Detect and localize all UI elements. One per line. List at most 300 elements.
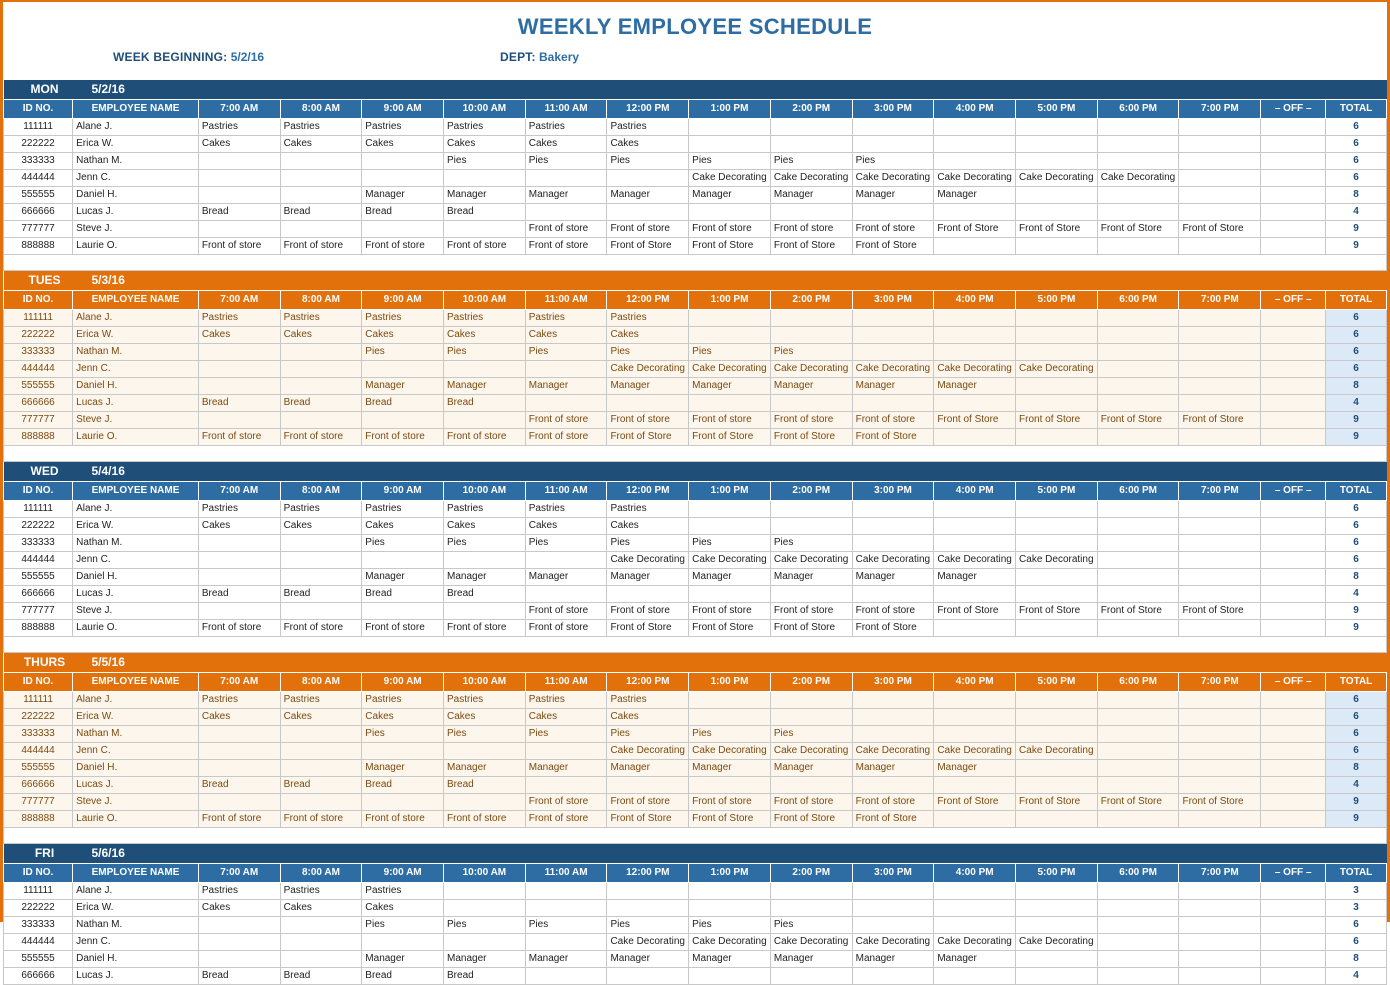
shift-cell[interactable] xyxy=(607,968,689,985)
shift-cell[interactable]: Front of store xyxy=(362,429,444,446)
shift-cell[interactable] xyxy=(770,692,852,709)
employee-name-cell[interactable]: Erica W. xyxy=(73,709,199,726)
shift-cell[interactable] xyxy=(934,586,1016,603)
employee-id-cell[interactable]: 111111 xyxy=(4,692,73,709)
employee-name-cell[interactable]: Daniel H. xyxy=(73,378,199,395)
shift-cell[interactable]: Manager xyxy=(444,569,526,586)
employee-id-cell[interactable]: 777777 xyxy=(4,794,73,811)
shift-cell[interactable]: Front of store xyxy=(280,238,362,255)
shift-cell[interactable] xyxy=(1179,586,1261,603)
shift-cell[interactable] xyxy=(1097,395,1179,412)
shift-cell[interactable] xyxy=(198,934,280,951)
shift-cell[interactable]: Front of store xyxy=(607,603,689,620)
shift-cell[interactable]: Bread xyxy=(198,204,280,221)
shift-cell[interactable] xyxy=(1179,518,1261,535)
shift-cell[interactable] xyxy=(1097,934,1179,951)
shift-cell[interactable]: Bread xyxy=(198,586,280,603)
shift-cell[interactable] xyxy=(770,968,852,985)
employee-name-cell[interactable]: Alane J. xyxy=(73,119,199,136)
employee-name-cell[interactable]: Nathan M. xyxy=(73,726,199,743)
week-beginning-value[interactable]: 5/2/16 xyxy=(230,50,265,64)
off-cell[interactable] xyxy=(1261,310,1326,327)
shift-cell[interactable]: Manager xyxy=(689,951,771,968)
shift-cell[interactable] xyxy=(280,726,362,743)
shift-cell[interactable] xyxy=(607,586,689,603)
shift-cell[interactable]: Front of Store xyxy=(1016,603,1098,620)
shift-cell[interactable] xyxy=(444,900,526,917)
shift-cell[interactable] xyxy=(1179,709,1261,726)
shift-cell[interactable] xyxy=(280,552,362,569)
shift-cell[interactable]: Pastries xyxy=(198,501,280,518)
shift-cell[interactable] xyxy=(1097,136,1179,153)
shift-cell[interactable] xyxy=(362,221,444,238)
employee-name-cell[interactable]: Daniel H. xyxy=(73,951,199,968)
employee-name-cell[interactable]: Alane J. xyxy=(73,883,199,900)
off-cell[interactable] xyxy=(1261,221,1326,238)
shift-cell[interactable]: Cake Decorating xyxy=(1016,170,1098,187)
shift-cell[interactable]: Pastries xyxy=(444,501,526,518)
shift-cell[interactable]: Manager xyxy=(607,187,689,204)
shift-cell[interactable] xyxy=(770,883,852,900)
shift-cell[interactable] xyxy=(1097,811,1179,828)
shift-cell[interactable]: Cake Decorating xyxy=(770,552,852,569)
shift-cell[interactable] xyxy=(525,586,607,603)
shift-cell[interactable] xyxy=(198,344,280,361)
employee-name-cell[interactable]: Steve J. xyxy=(73,412,199,429)
shift-cell[interactable] xyxy=(689,518,771,535)
shift-cell[interactable] xyxy=(1016,811,1098,828)
shift-cell[interactable] xyxy=(444,883,526,900)
employee-name-cell[interactable]: Jenn C. xyxy=(73,361,199,378)
shift-cell[interactable]: Pies xyxy=(525,153,607,170)
shift-cell[interactable]: Manager xyxy=(525,760,607,777)
shift-cell[interactable]: Pastries xyxy=(198,692,280,709)
shift-cell[interactable] xyxy=(689,310,771,327)
shift-cell[interactable]: Front of Store xyxy=(1097,221,1179,238)
shift-cell[interactable] xyxy=(444,361,526,378)
shift-cell[interactable]: Manager xyxy=(852,569,934,586)
shift-cell[interactable]: Pastries xyxy=(607,119,689,136)
employee-id-cell[interactable]: 777777 xyxy=(4,412,73,429)
shift-cell[interactable] xyxy=(689,501,771,518)
shift-cell[interactable]: Front of store xyxy=(525,238,607,255)
employee-name-cell[interactable]: Laurie O. xyxy=(73,429,199,446)
shift-cell[interactable]: Front of Store xyxy=(852,620,934,637)
shift-cell[interactable]: Pastries xyxy=(444,119,526,136)
off-cell[interactable] xyxy=(1261,535,1326,552)
shift-cell[interactable] xyxy=(198,361,280,378)
shift-cell[interactable]: Manager xyxy=(525,951,607,968)
off-cell[interactable] xyxy=(1261,361,1326,378)
shift-cell[interactable] xyxy=(1179,951,1261,968)
shift-cell[interactable] xyxy=(934,501,1016,518)
shift-cell[interactable]: Front of store xyxy=(444,811,526,828)
shift-cell[interactable]: Pies xyxy=(770,344,852,361)
shift-cell[interactable] xyxy=(1016,395,1098,412)
shift-cell[interactable]: Front of store xyxy=(444,620,526,637)
shift-cell[interactable]: Manager xyxy=(607,378,689,395)
shift-cell[interactable] xyxy=(1016,344,1098,361)
shift-cell[interactable]: Front of Store xyxy=(1179,412,1261,429)
shift-cell[interactable]: Manager xyxy=(525,187,607,204)
shift-cell[interactable] xyxy=(934,726,1016,743)
off-cell[interactable] xyxy=(1261,777,1326,794)
shift-cell[interactable]: Cakes xyxy=(280,327,362,344)
employee-name-cell[interactable]: Nathan M. xyxy=(73,535,199,552)
shift-cell[interactable]: Front of Store xyxy=(852,238,934,255)
employee-name-cell[interactable]: Nathan M. xyxy=(73,153,199,170)
shift-cell[interactable] xyxy=(525,361,607,378)
shift-cell[interactable] xyxy=(1016,136,1098,153)
shift-cell[interactable] xyxy=(280,412,362,429)
employee-id-cell[interactable]: 333333 xyxy=(4,344,73,361)
department-value[interactable]: Bakery xyxy=(539,50,580,64)
employee-name-cell[interactable]: Erica W. xyxy=(73,327,199,344)
shift-cell[interactable]: Bread xyxy=(444,204,526,221)
employee-id-cell[interactable]: 666666 xyxy=(4,586,73,603)
shift-cell[interactable] xyxy=(689,900,771,917)
shift-cell[interactable] xyxy=(280,603,362,620)
shift-cell[interactable]: Front of Store xyxy=(934,603,1016,620)
shift-cell[interactable]: Front of Store xyxy=(689,620,771,637)
shift-cell[interactable] xyxy=(934,883,1016,900)
employee-id-cell[interactable]: 111111 xyxy=(4,119,73,136)
shift-cell[interactable]: Front of store xyxy=(852,603,934,620)
shift-cell[interactable] xyxy=(280,794,362,811)
shift-cell[interactable]: Bread xyxy=(280,204,362,221)
shift-cell[interactable] xyxy=(607,900,689,917)
shift-cell[interactable]: Pastries xyxy=(362,692,444,709)
shift-cell[interactable]: Pies xyxy=(362,535,444,552)
off-cell[interactable] xyxy=(1261,204,1326,221)
shift-cell[interactable] xyxy=(934,917,1016,934)
shift-cell[interactable]: Front of store xyxy=(770,603,852,620)
employee-name-cell[interactable]: Steve J. xyxy=(73,794,199,811)
shift-cell[interactable] xyxy=(934,811,1016,828)
shift-cell[interactable] xyxy=(852,310,934,327)
shift-cell[interactable]: Front of Store xyxy=(607,238,689,255)
shift-cell[interactable] xyxy=(1016,917,1098,934)
shift-cell[interactable] xyxy=(934,429,1016,446)
employee-name-cell[interactable]: Nathan M. xyxy=(73,917,199,934)
shift-cell[interactable] xyxy=(1016,951,1098,968)
shift-cell[interactable] xyxy=(689,119,771,136)
employee-name-cell[interactable]: Erica W. xyxy=(73,518,199,535)
shift-cell[interactable]: Manager xyxy=(934,760,1016,777)
shift-cell[interactable]: Pies xyxy=(444,726,526,743)
shift-cell[interactable]: Front of store xyxy=(198,238,280,255)
employee-id-cell[interactable]: 333333 xyxy=(4,917,73,934)
employee-name-cell[interactable]: Laurie O. xyxy=(73,238,199,255)
shift-cell[interactable]: Front of store xyxy=(280,620,362,637)
shift-cell[interactable] xyxy=(689,692,771,709)
shift-cell[interactable]: Cake Decorating xyxy=(689,552,771,569)
shift-cell[interactable]: Manager xyxy=(689,569,771,586)
shift-cell[interactable]: Pies xyxy=(770,917,852,934)
employee-name-cell[interactable]: Laurie O. xyxy=(73,811,199,828)
shift-cell[interactable] xyxy=(362,743,444,760)
shift-cell[interactable]: Pastries xyxy=(607,501,689,518)
shift-cell[interactable] xyxy=(1179,119,1261,136)
shift-cell[interactable]: Pies xyxy=(689,917,771,934)
shift-cell[interactable]: Pies xyxy=(444,917,526,934)
shift-cell[interactable]: Front of Store xyxy=(934,412,1016,429)
shift-cell[interactable]: Cake Decorating xyxy=(852,934,934,951)
shift-cell[interactable]: Pies xyxy=(362,726,444,743)
shift-cell[interactable] xyxy=(1097,204,1179,221)
shift-cell[interactable] xyxy=(1179,726,1261,743)
shift-cell[interactable] xyxy=(1016,238,1098,255)
employee-name-cell[interactable]: Daniel H. xyxy=(73,760,199,777)
shift-cell[interactable] xyxy=(362,412,444,429)
shift-cell[interactable]: Pies xyxy=(444,153,526,170)
employee-name-cell[interactable]: Nathan M. xyxy=(73,344,199,361)
shift-cell[interactable] xyxy=(1097,119,1179,136)
shift-cell[interactable]: Bread xyxy=(362,586,444,603)
shift-cell[interactable]: Pastries xyxy=(198,883,280,900)
shift-cell[interactable] xyxy=(1016,378,1098,395)
shift-cell[interactable]: Front of Store xyxy=(1016,221,1098,238)
shift-cell[interactable] xyxy=(198,170,280,187)
shift-cell[interactable] xyxy=(770,310,852,327)
shift-cell[interactable]: Cakes xyxy=(362,518,444,535)
shift-cell[interactable]: Front of store xyxy=(362,811,444,828)
shift-cell[interactable]: Cake Decorating xyxy=(770,170,852,187)
shift-cell[interactable]: Manager xyxy=(689,187,771,204)
shift-cell[interactable] xyxy=(934,119,1016,136)
shift-cell[interactable] xyxy=(1179,934,1261,951)
shift-cell[interactable] xyxy=(198,535,280,552)
shift-cell[interactable] xyxy=(198,412,280,429)
shift-cell[interactable] xyxy=(852,501,934,518)
shift-cell[interactable]: Manager xyxy=(607,569,689,586)
shift-cell[interactable] xyxy=(1179,692,1261,709)
shift-cell[interactable] xyxy=(280,743,362,760)
shift-cell[interactable] xyxy=(362,603,444,620)
shift-cell[interactable] xyxy=(852,327,934,344)
shift-cell[interactable] xyxy=(1097,344,1179,361)
shift-cell[interactable]: Front of Store xyxy=(1097,603,1179,620)
shift-cell[interactable] xyxy=(198,743,280,760)
shift-cell[interactable]: Front of Store xyxy=(689,811,771,828)
shift-cell[interactable]: Pies xyxy=(362,344,444,361)
shift-cell[interactable] xyxy=(198,552,280,569)
employee-id-cell[interactable]: 888888 xyxy=(4,238,73,255)
shift-cell[interactable] xyxy=(1179,395,1261,412)
shift-cell[interactable]: Manager xyxy=(607,951,689,968)
off-cell[interactable] xyxy=(1261,119,1326,136)
shift-cell[interactable]: Pies xyxy=(525,344,607,361)
shift-cell[interactable] xyxy=(689,204,771,221)
shift-cell[interactable]: Front of store xyxy=(525,794,607,811)
shift-cell[interactable] xyxy=(1097,310,1179,327)
employee-id-cell[interactable]: 555555 xyxy=(4,187,73,204)
shift-cell[interactable] xyxy=(362,794,444,811)
shift-cell[interactable] xyxy=(1097,709,1179,726)
shift-cell[interactable]: Bread xyxy=(198,395,280,412)
shift-cell[interactable] xyxy=(1179,552,1261,569)
shift-cell[interactable]: Cakes xyxy=(607,327,689,344)
shift-cell[interactable] xyxy=(1016,187,1098,204)
off-cell[interactable] xyxy=(1261,327,1326,344)
employee-name-cell[interactable]: Daniel H. xyxy=(73,569,199,586)
shift-cell[interactable]: Cake Decorating xyxy=(607,361,689,378)
shift-cell[interactable]: Pies xyxy=(770,153,852,170)
shift-cell[interactable]: Pies xyxy=(525,535,607,552)
shift-cell[interactable] xyxy=(852,518,934,535)
employee-id-cell[interactable]: 111111 xyxy=(4,310,73,327)
shift-cell[interactable] xyxy=(444,170,526,187)
shift-cell[interactable] xyxy=(444,794,526,811)
employee-id-cell[interactable]: 777777 xyxy=(4,603,73,620)
employee-name-cell[interactable]: Jenn C. xyxy=(73,934,199,951)
employee-id-cell[interactable]: 333333 xyxy=(4,535,73,552)
off-cell[interactable] xyxy=(1261,395,1326,412)
shift-cell[interactable] xyxy=(280,344,362,361)
shift-cell[interactable]: Pies xyxy=(444,344,526,361)
shift-cell[interactable]: Cakes xyxy=(525,518,607,535)
shift-cell[interactable] xyxy=(525,777,607,794)
employee-name-cell[interactable]: Alane J. xyxy=(73,692,199,709)
shift-cell[interactable]: Cakes xyxy=(280,709,362,726)
shift-cell[interactable] xyxy=(934,153,1016,170)
off-cell[interactable] xyxy=(1261,951,1326,968)
shift-cell[interactable]: Pies xyxy=(770,535,852,552)
shift-cell[interactable] xyxy=(280,569,362,586)
shift-cell[interactable] xyxy=(1179,204,1261,221)
employee-name-cell[interactable]: Lucas J. xyxy=(73,395,199,412)
shift-cell[interactable]: Front of store xyxy=(198,811,280,828)
shift-cell[interactable] xyxy=(1097,518,1179,535)
shift-cell[interactable] xyxy=(525,204,607,221)
shift-cell[interactable] xyxy=(1097,620,1179,637)
shift-cell[interactable]: Bread xyxy=(198,968,280,985)
shift-cell[interactable] xyxy=(1179,327,1261,344)
shift-cell[interactable] xyxy=(1097,692,1179,709)
shift-cell[interactable] xyxy=(934,204,1016,221)
shift-cell[interactable] xyxy=(852,777,934,794)
shift-cell[interactable] xyxy=(280,917,362,934)
shift-cell[interactable]: Pies xyxy=(607,344,689,361)
shift-cell[interactable]: Pastries xyxy=(280,883,362,900)
shift-cell[interactable] xyxy=(198,187,280,204)
shift-cell[interactable] xyxy=(607,170,689,187)
shift-cell[interactable] xyxy=(280,221,362,238)
shift-cell[interactable]: Cake Decorating xyxy=(852,170,934,187)
shift-cell[interactable]: Cakes xyxy=(198,327,280,344)
shift-cell[interactable] xyxy=(1097,743,1179,760)
shift-cell[interactable]: Bread xyxy=(362,204,444,221)
shift-cell[interactable]: Front of store xyxy=(525,603,607,620)
shift-cell[interactable] xyxy=(362,361,444,378)
shift-cell[interactable] xyxy=(1179,187,1261,204)
shift-cell[interactable]: Manager xyxy=(689,760,771,777)
shift-cell[interactable]: Pastries xyxy=(525,119,607,136)
employee-name-cell[interactable]: Alane J. xyxy=(73,310,199,327)
shift-cell[interactable]: Pies xyxy=(444,535,526,552)
shift-cell[interactable] xyxy=(934,136,1016,153)
shift-cell[interactable] xyxy=(198,569,280,586)
shift-cell[interactable]: Cake Decorating xyxy=(934,934,1016,951)
shift-cell[interactable]: Cake Decorating xyxy=(852,552,934,569)
employee-name-cell[interactable]: Jenn C. xyxy=(73,743,199,760)
shift-cell[interactable]: Cakes xyxy=(525,136,607,153)
shift-cell[interactable] xyxy=(362,934,444,951)
shift-cell[interactable]: Front of Store xyxy=(770,238,852,255)
employee-id-cell[interactable]: 777777 xyxy=(4,221,73,238)
shift-cell[interactable]: Pastries xyxy=(362,119,444,136)
shift-cell[interactable]: Cake Decorating xyxy=(607,552,689,569)
shift-cell[interactable]: Manager xyxy=(934,569,1016,586)
shift-cell[interactable] xyxy=(689,395,771,412)
shift-cell[interactable]: Pastries xyxy=(198,119,280,136)
employee-id-cell[interactable]: 333333 xyxy=(4,726,73,743)
shift-cell[interactable]: Manager xyxy=(852,378,934,395)
off-cell[interactable] xyxy=(1261,743,1326,760)
shift-cell[interactable] xyxy=(362,552,444,569)
shift-cell[interactable]: Bread xyxy=(362,968,444,985)
shift-cell[interactable]: Pastries xyxy=(280,692,362,709)
shift-cell[interactable]: Pies xyxy=(852,153,934,170)
shift-cell[interactable]: Cakes xyxy=(280,136,362,153)
shift-cell[interactable] xyxy=(525,968,607,985)
shift-cell[interactable] xyxy=(1016,569,1098,586)
employee-name-cell[interactable]: Daniel H. xyxy=(73,187,199,204)
off-cell[interactable] xyxy=(1261,794,1326,811)
shift-cell[interactable] xyxy=(525,883,607,900)
shift-cell[interactable]: Cake Decorating xyxy=(770,361,852,378)
employee-id-cell[interactable]: 666666 xyxy=(4,777,73,794)
off-cell[interactable] xyxy=(1261,412,1326,429)
shift-cell[interactable]: Manager xyxy=(444,760,526,777)
shift-cell[interactable] xyxy=(1016,760,1098,777)
shift-cell[interactable] xyxy=(280,535,362,552)
shift-cell[interactable] xyxy=(852,692,934,709)
employee-name-cell[interactable]: Jenn C. xyxy=(73,552,199,569)
shift-cell[interactable] xyxy=(1179,136,1261,153)
shift-cell[interactable]: Front of store xyxy=(770,221,852,238)
shift-cell[interactable]: Manager xyxy=(525,378,607,395)
shift-cell[interactable]: Front of store xyxy=(525,429,607,446)
shift-cell[interactable]: Manager xyxy=(852,187,934,204)
shift-cell[interactable] xyxy=(1179,429,1261,446)
shift-cell[interactable]: Front of Store xyxy=(1097,794,1179,811)
shift-cell[interactable]: Front of store xyxy=(362,620,444,637)
shift-cell[interactable]: Cake Decorating xyxy=(934,170,1016,187)
shift-cell[interactable] xyxy=(362,153,444,170)
shift-cell[interactable] xyxy=(1016,883,1098,900)
shift-cell[interactable]: Front of Store xyxy=(689,429,771,446)
shift-cell[interactable]: Bread xyxy=(198,777,280,794)
shift-cell[interactable] xyxy=(934,238,1016,255)
shift-cell[interactable] xyxy=(934,395,1016,412)
shift-cell[interactable] xyxy=(525,170,607,187)
employee-id-cell[interactable]: 222222 xyxy=(4,518,73,535)
shift-cell[interactable]: Cake Decorating xyxy=(607,934,689,951)
shift-cell[interactable] xyxy=(934,327,1016,344)
shift-cell[interactable] xyxy=(1016,204,1098,221)
shift-cell[interactable]: Front of store xyxy=(362,238,444,255)
shift-cell[interactable]: Pies xyxy=(607,535,689,552)
shift-cell[interactable] xyxy=(525,743,607,760)
shift-cell[interactable] xyxy=(689,136,771,153)
employee-id-cell[interactable]: 222222 xyxy=(4,900,73,917)
shift-cell[interactable]: Front of Store xyxy=(770,620,852,637)
employee-id-cell[interactable]: 444444 xyxy=(4,743,73,760)
employee-id-cell[interactable]: 555555 xyxy=(4,760,73,777)
shift-cell[interactable] xyxy=(1179,501,1261,518)
shift-cell[interactable]: Cakes xyxy=(280,518,362,535)
